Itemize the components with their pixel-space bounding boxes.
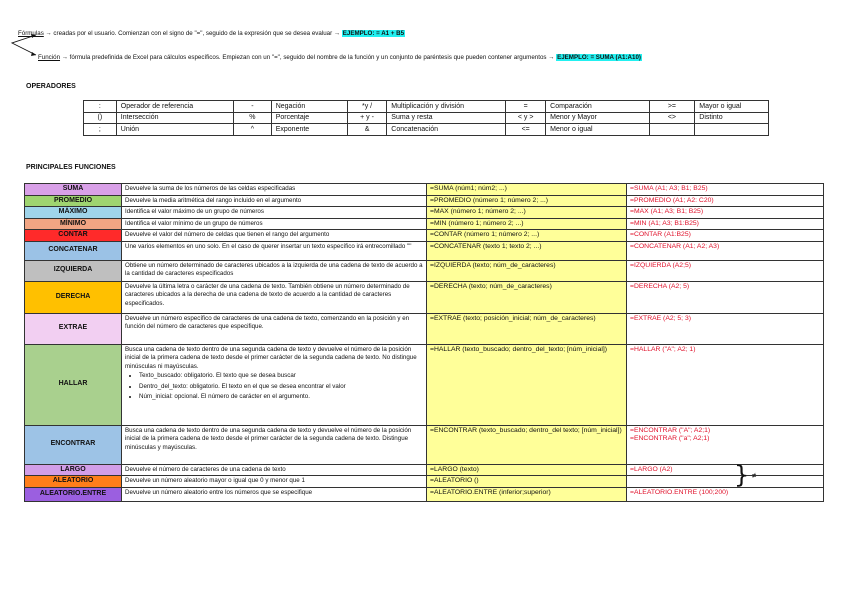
example-text: =SUMA (A1; A3; B1; B25) [630,185,708,192]
function-text: → fórmula predefinida de Excel para cálculos específicos. Empiezan con un "=", seguido del nombre de la función y un conjunto de paréntesis que pueden contener argumentos → [60,54,557,61]
operator-symbol: <> [649,112,695,124]
operator-meaning: Distinto [695,112,769,124]
function-syntax: =EXTRAE (texto; posición_inicial; núm_de_caracteres) [427,313,627,344]
example-text: =CONCATENAR (A1; A2; A3) [630,242,720,250]
operator-meaning: Menor y Mayor [546,112,649,124]
function-example [627,425,824,464]
formula-label: Fórmulas [18,30,44,37]
function-example: EJEMPLO: = SUMA (A1:A10) [557,54,641,61]
function-description [122,184,427,196]
example-text: =EXTRAE (A2; 5; 3) [630,314,692,322]
description-text: Busca una cadena de texto dentro de una segunda cadena de texto y devuelve el número de la posición inicial de la primera cadena de texto desde el primer carácter de la segunda cadena de texto. No distingue minúsculas ni mayúsculas. [125,345,417,370]
operator-row [84,124,769,136]
function-name: PROMEDIO [25,195,122,207]
description-text: Une varios elementos en uno solo. En el caso de querer insertar un texto específico irá entrecomillado "" [125,242,412,250]
function-row [25,184,824,196]
function-example [627,344,824,425]
description-text: Devuelve un número aleatorio mayor o igual que 0 y menor que 1 [125,477,305,484]
operator-symbol [649,124,695,136]
operator-meaning [695,124,769,136]
function-syntax: =IZQUIERDA (texto; núm_de_caracteres) [427,260,627,281]
operators-table [83,100,769,136]
description-text: Devuelve un número específico de caracteres de una cadena de texto, comenzando en la posición y en función del número de caracteres que especifique. [125,314,410,330]
operator-meaning: Mayor o igual [695,101,769,113]
function-example [627,464,824,476]
operator-symbol: *y / [347,101,387,113]
description-text: Devuelve el número de caracteres de una cadena de texto [125,465,286,473]
example-text-2: =ENCONTRAR ("a"; A2;1) [630,435,710,442]
function-name: EXTRAE [25,313,122,344]
functions-title: PRINCIPALES FUNCIONES [26,164,116,171]
function-syntax: =LARGO (texto) [427,464,627,476]
function-syntax: =SUMA (núm1; núm2; ...) [427,184,627,196]
function-example [627,218,824,230]
function-description [122,281,427,313]
example-text: =DERECHA (A2; 5) [630,282,690,290]
function-name: ALEATORIO.ENTRE [25,488,122,502]
function-syntax: =ENCONTRAR (texto_buscado; dentro_del texto; [núm_inicial]) [427,425,627,464]
function-description [122,195,427,207]
function-name: MÁXIMO [25,207,122,219]
operator-symbol: & [347,124,387,136]
function-row [25,464,824,476]
description-text: Devuelve un número aleatorio entre los números que se especifique [125,489,313,496]
function-row [25,207,824,219]
function-example [627,195,824,207]
operator-symbol: : [84,101,117,113]
argument-item: • Núm_inicial: opcional. El número de carácter en el argumento. [139,393,423,402]
operator-meaning: Unión [116,124,233,136]
function-name: CONTAR [25,230,122,242]
operator-symbol: >= [649,101,695,113]
formula-example: EJEMPLO: = A1 + B5 [342,30,405,37]
description-text: Devuelve el valor del número de celdas que tienen el rango del argumento [125,231,330,238]
example-text: =ALEATORIO.ENTRE (100;200) [630,489,729,496]
function-example [627,260,824,281]
function-name: DERECHA [25,281,122,313]
function-name: IZQUIERDA [25,260,122,281]
function-example [627,313,824,344]
operator-meaning: Multiplicación y división [387,101,506,113]
function-row [25,281,824,313]
description-text: Devuelve la suma de los números de las celdas especificadas [125,185,296,192]
operator-symbol: ^ [234,124,272,136]
function-row [25,488,824,502]
function-syntax: =MIN (número 1; número 2; ...) [427,218,627,230]
function-description [122,260,427,281]
function-syntax: =ALEATORIO () [427,476,627,488]
operator-meaning: Negación [271,101,347,113]
function-example [627,207,824,219]
function-description [122,218,427,230]
operator-row [84,112,769,124]
operator-meaning: Operador de referencia [116,101,233,113]
operator-meaning: Exponente [271,124,347,136]
example-text: =CONTAR (A1:B25) [630,231,691,238]
function-description [122,476,427,488]
function-name: MÍNIMO [25,218,122,230]
description-text: Busca una cadena de texto dentro de una segunda cadena de texto y devuelve el número de la posición inicial de la primera cadena de texto desde el primer carácter de la segunda cadena de texto. Distingue minúsculas y mayúsculas. [125,426,412,451]
operator-symbol: ; [84,124,117,136]
function-row [25,260,824,281]
function-syntax: =ALEATORIO.ENTRE (inferior;superior) [427,488,627,502]
functions-table [24,183,824,502]
function-name: LARGO [25,464,122,476]
function-syntax: =CONCATENAR (texto 1; texto 2; ...) [427,241,627,260]
function-name: ALEATORIO [25,476,122,488]
function-syntax: =DERECHA (texto; núm_de_caracteres) [427,281,627,313]
operator-symbol: < y > [506,112,546,124]
function-description [122,313,427,344]
function-name: CONCATENAR [25,241,122,260]
operator-meaning: Comparación [546,101,649,113]
brace-icon: } [734,461,750,489]
description-text: Identifica el valor máximo de un grupo de números [125,208,264,215]
function-description [122,344,427,425]
operator-row [84,101,769,113]
function-row [25,313,824,344]
operator-symbol: <= [506,124,546,136]
example-text: =PROMEDIO (A1; A2: C20) [630,196,714,204]
example-text: =ENCONTRAR ("A"; A2;1) [630,426,711,434]
function-row [25,230,824,242]
function-description [122,488,427,502]
function-label: Función [38,54,61,61]
function-row [25,476,824,488]
function-row [25,344,824,425]
function-example [627,488,824,502]
operator-meaning: Suma y resta [387,112,506,124]
function-row [25,425,824,464]
function-row [25,195,824,207]
function-row [25,218,824,230]
function-example [627,476,824,488]
example-text: =IZQUIERDA (A2;5) [630,261,691,269]
function-description [122,207,427,219]
operator-symbol: - [234,101,272,113]
example-text: =LARGO (A2) [630,465,673,473]
function-description [122,464,427,476]
function-example [627,281,824,313]
function-definition [38,54,642,61]
function-syntax: =PROMEDIO (número 1; número 2; ...) [427,195,627,207]
formula-definition [18,30,405,37]
function-description [122,425,427,464]
description-text: Devuelve la media aritmética del rango incluido en el argumento [125,196,302,204]
function-example [627,230,824,242]
example-text: =MIN (A1; A3; B1:B25) [630,219,699,227]
function-name: SUMA [25,184,122,196]
function-example [627,241,824,260]
argument-list [139,372,423,402]
function-name: HALLAR [25,344,122,425]
function-syntax: =MAX (número 1; número 2; ...) [427,207,627,219]
operator-symbol: () [84,112,117,124]
function-name: ENCONTRAR [25,425,122,464]
operator-symbol: % [234,112,272,124]
operator-symbol: + y - [347,112,387,124]
argument-item: • Dentro_del_texto: obligatorio. El texto en el que se desea encontrar el valor [139,383,423,392]
not-equal-note: ≠ [752,471,757,480]
operator-meaning: Concatenación [387,124,506,136]
operator-meaning: Intersección [116,112,233,124]
function-row [25,241,824,260]
argument-item: • Texto_buscado: obligatorio. El texto que se desea buscar [139,372,423,381]
function-example [627,184,824,196]
description-text: Obtiene un número determinado de caracteres ubicados a la izquierda de una cadena de texto de acuerdo a la cantidad de caracteres especificados [125,261,423,277]
function-syntax: =CONTAR (número 1; número 2; ...) [427,230,627,242]
operator-meaning: Menor o igual [546,124,649,136]
function-description [122,230,427,242]
example-text: =MAX (A1; A3; B1; B25) [630,208,704,215]
operator-symbol: = [506,101,546,113]
formula-text: → creadas por el usuario. Comienzan con el signo de "=", seguido de la expresión que se desea evaluar → [43,30,342,37]
function-description [122,241,427,260]
description-text: Identifica el valor mínimo de un grupo de números [125,219,263,227]
description-text: Devuelve la última letra o carácter de una cadena de texto. También obtiene un número determinado de caracteres ubicados a la derecha de una cadena de texto de acuerdo a la cantidad de caracteres especificados. [125,282,410,307]
operators-title: OPERADORES [26,83,76,90]
operator-meaning: Porcentaje [271,112,347,124]
example-text: =HALLAR ("A"; A2; 1) [630,345,696,353]
function-syntax: =HALLAR (texto_buscado; dentro_del_texto; [núm_inicial]) [427,344,627,425]
